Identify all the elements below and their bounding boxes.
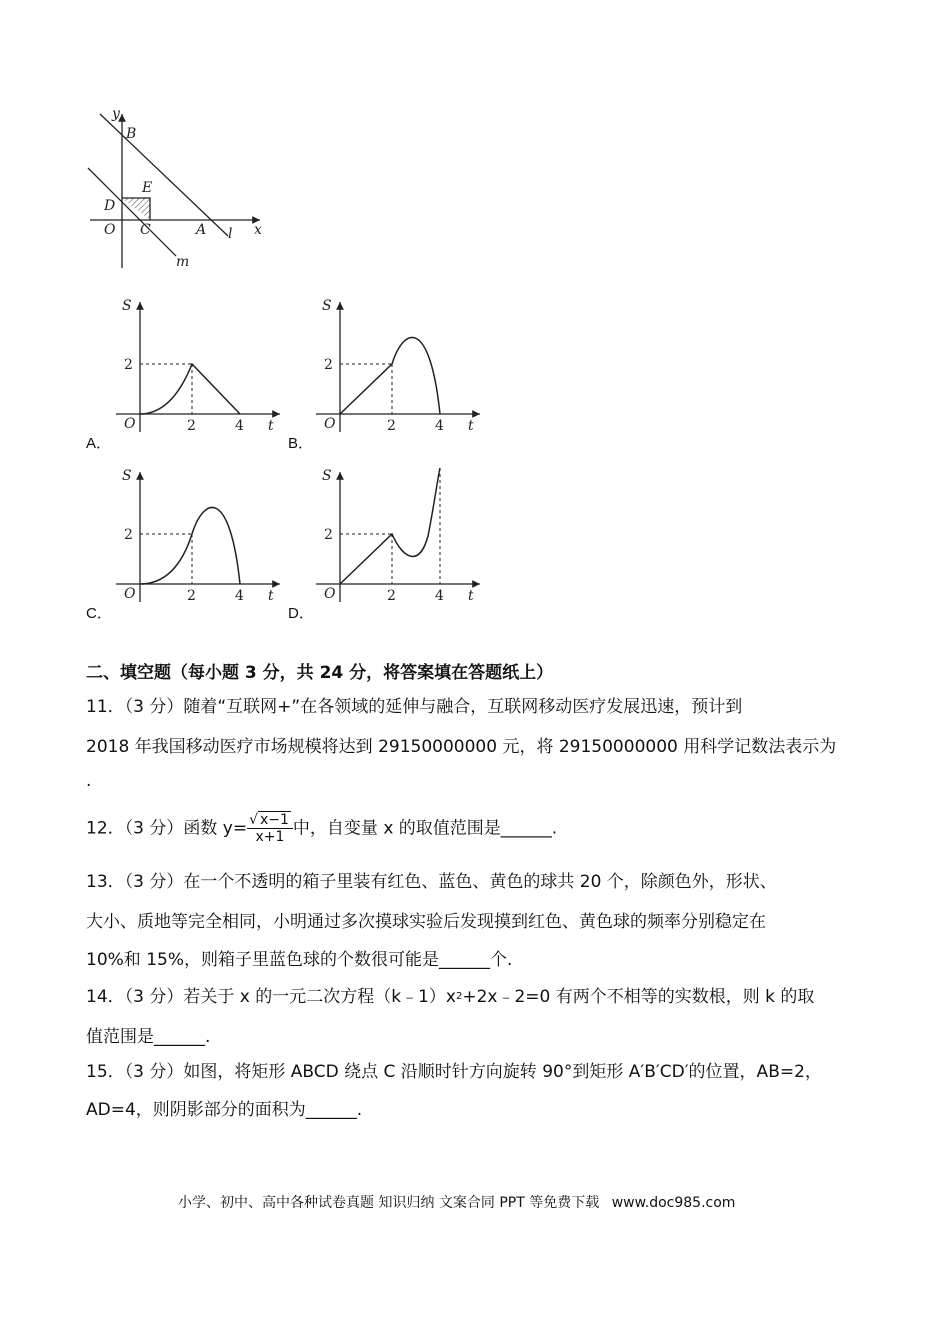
option-b-letter[interactable]: B． — [288, 435, 314, 452]
curve — [140, 364, 240, 414]
option-d-graph[interactable] — [308, 466, 488, 608]
q12-denominator: x+1 — [255, 829, 285, 845]
curve — [340, 337, 440, 414]
tick-y2: 2 — [324, 357, 333, 373]
q15-line2: AD=4，则阴影部分的面积为______. — [86, 1100, 363, 1120]
label-A: A — [196, 222, 207, 238]
q13-line3: 10%和 15%，则箱子里蓝色球的个数很可能是______个. — [86, 950, 513, 970]
q12-numerator: x−1 — [259, 812, 289, 828]
option-b-graph[interactable] — [308, 296, 488, 438]
line-l — [100, 114, 228, 236]
tick-y2: 2 — [124, 527, 133, 543]
label-x: x — [254, 222, 262, 238]
q12-fraction: $\frac{√ x-1}{x+1}$ — [247, 812, 293, 845]
q15-line1: 15．（3 分）如图，将矩形 ABCD 绕点 C 沿顺时针方向旋转 90°到矩形 A′B′CD′的位置，AB=2， — [86, 1062, 822, 1082]
label-E: E — [142, 180, 153, 196]
label-B: B — [126, 126, 137, 142]
curve — [340, 468, 440, 584]
tick-x4: 4 — [235, 418, 244, 434]
q14-exponent: 2 — [455, 991, 463, 1002]
tick-x2: 2 — [387, 418, 396, 434]
axis-s-label: S — [122, 468, 132, 484]
footer-text: 小学、初中、高中各种试卷真题 知识归纳 文案合同 PPT 等免费下载 — [178, 1195, 600, 1211]
label-l: l — [228, 226, 233, 242]
q13-line1: 13．（3 分）在一个不透明的箱子里装有红色、蓝色、黄色的球共 20 个，除颜色外，形状、 — [86, 872, 777, 892]
origin-label: O — [324, 416, 336, 432]
q14-line1 — [86, 987, 814, 1007]
axis-t-label: t — [468, 588, 474, 604]
label-y: y — [112, 108, 120, 122]
tick-x2: 2 — [387, 588, 396, 604]
q14-line1-b: +2x﹣2=0 有两个不相等的实数根，则 k 的取 — [462, 987, 815, 1007]
tick-x4: 4 — [435, 588, 444, 604]
origin-label: O — [324, 586, 336, 602]
label-D: D — [104, 198, 116, 214]
q12-line — [86, 812, 557, 845]
label-O: O — [104, 222, 116, 238]
option-a-letter[interactable]: A． — [86, 435, 112, 452]
tick-y2: 2 — [124, 357, 133, 373]
axis-t-label: t — [468, 418, 474, 434]
q11-line3: . — [86, 771, 92, 791]
tick-x2: 2 — [187, 418, 196, 434]
q12-suffix: 中，自变量 x 的取值范围是______. — [292, 818, 558, 839]
option-c-letter[interactable]: C． — [86, 605, 112, 622]
option-c-graph[interactable] — [108, 466, 288, 608]
tick-y2: 2 — [324, 527, 333, 543]
option-d-letter[interactable]: D． — [288, 605, 314, 622]
q13-line2: 大小、质地等完全相同，小明通过多次摸球实验后发现摸到红色、黄色球的频率分别稳定在 — [86, 912, 766, 932]
q11-line1: 11．（3 分）随着“互联网+”在各领域的延伸与融合，互联网移动医疗发展迅速，预计到 — [86, 697, 743, 717]
section-heading: 二、填空题（每小题 3 分，共 24 分，将答案填在答题纸上） — [86, 663, 554, 683]
line-m — [88, 168, 176, 256]
curve — [140, 507, 240, 584]
coordinate-figure — [82, 108, 272, 278]
axis-s-label: S — [322, 468, 332, 484]
q14-line1-a: 14．（3 分）若关于 x 的一元二次方程（k﹣1）x — [86, 987, 456, 1007]
label-C: C — [140, 222, 151, 238]
q14-line2: 值范围是______. — [86, 1027, 211, 1047]
origin-label: O — [124, 416, 136, 432]
tick-x2: 2 — [187, 588, 196, 604]
tick-x4: 4 — [235, 588, 244, 604]
axis-t-label: t — [268, 588, 274, 604]
axis-s-label: S — [322, 298, 332, 314]
label-m: m — [176, 254, 190, 270]
axis-t-label: t — [268, 418, 274, 434]
q12-prefix: 12．（3 分）函数 y= — [86, 818, 248, 839]
axis-s-label: S — [122, 298, 132, 314]
footer — [178, 1192, 735, 1212]
footer-link[interactable]: www.doc985.com — [611, 1195, 736, 1211]
q11-line2: 2018 年我国移动医疗市场规模将达到 29150000000 元，将 29150000000 用科学记数法表示为 — [86, 737, 837, 757]
tick-x4: 4 — [435, 418, 444, 434]
option-a-graph[interactable] — [108, 296, 288, 438]
origin-label: O — [124, 586, 136, 602]
